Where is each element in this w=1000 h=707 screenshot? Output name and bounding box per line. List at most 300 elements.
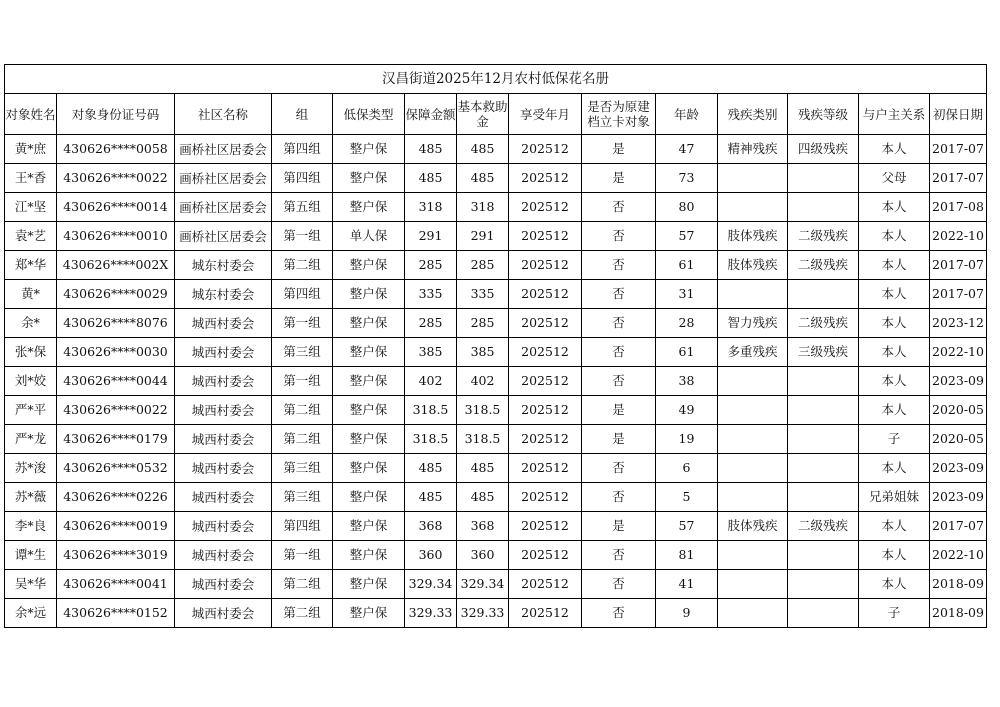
- table-cell: 368: [405, 512, 457, 541]
- table-cell: [718, 280, 788, 309]
- table-cell: 485: [405, 454, 457, 483]
- table-cell: [788, 570, 859, 599]
- table-cell: 202512: [509, 396, 582, 425]
- table-cell: 否: [582, 541, 656, 570]
- table-cell: [788, 425, 859, 454]
- table-cell: 第五组: [272, 193, 333, 222]
- table-cell: 2020-05: [930, 425, 987, 454]
- table-cell: [175, 193, 272, 222]
- table-cell: 是: [582, 135, 656, 164]
- table-cell: 202512: [509, 570, 582, 599]
- table-cell: 整户保: [333, 338, 405, 367]
- table-cell: 430626****0226: [57, 483, 175, 512]
- table-cell: 二级残疾: [788, 222, 859, 251]
- table-cell: [788, 396, 859, 425]
- table-cell: 202512: [509, 512, 582, 541]
- table-cell: 402: [405, 367, 457, 396]
- table-cell: 61: [656, 338, 718, 367]
- table-cell: 430626****3019: [57, 541, 175, 570]
- table-row: [5, 396, 987, 425]
- table-cell: 2017-07: [930, 251, 987, 280]
- table-cell: 485: [457, 483, 509, 512]
- table-cell: 202512: [509, 280, 582, 309]
- column-header: [930, 94, 987, 135]
- table-cell: 5: [656, 483, 718, 512]
- table-cell: 第二组: [272, 570, 333, 599]
- table-cell: 2017-07: [930, 135, 987, 164]
- table-cell: 430626****002X: [57, 251, 175, 280]
- column-header: [788, 94, 859, 135]
- table-cell: [175, 164, 272, 193]
- table-row: [5, 512, 987, 541]
- table-cell: 318.5: [405, 425, 457, 454]
- table-cell: 9: [656, 599, 718, 628]
- table-cell: 402: [457, 367, 509, 396]
- table-cell: 430626****0152: [57, 599, 175, 628]
- table-cell: [788, 483, 859, 512]
- table-cell: 61: [656, 251, 718, 280]
- table-cell: [718, 570, 788, 599]
- table-row: [5, 222, 987, 251]
- table-cell: 苏*薇: [5, 483, 57, 512]
- table-cell: [175, 309, 272, 338]
- table-cell: 430626****0010: [57, 222, 175, 251]
- table-cell: 49: [656, 396, 718, 425]
- table-cell: 吴*华: [5, 570, 57, 599]
- table-cell: [718, 483, 788, 512]
- table-cell: 否: [582, 251, 656, 280]
- table-cell: [788, 454, 859, 483]
- table-cell: 刘*姣: [5, 367, 57, 396]
- table-cell: 2022-10: [930, 222, 987, 251]
- table-cell: 318: [457, 193, 509, 222]
- table-cell: 父母: [859, 164, 930, 193]
- header-row: [5, 94, 987, 135]
- table-cell: 否: [582, 280, 656, 309]
- table-cell: 第四组: [272, 280, 333, 309]
- table-cell: 本人: [859, 570, 930, 599]
- table-cell: 本人: [859, 193, 930, 222]
- table-cell: 335: [405, 280, 457, 309]
- table-cell: 329.34: [457, 570, 509, 599]
- table-cell: [788, 599, 859, 628]
- community-name: 城西村委会: [191, 432, 255, 446]
- table-cell: 整户保: [333, 309, 405, 338]
- table-cell: 精神残疾: [718, 135, 788, 164]
- table-cell: 子: [859, 599, 930, 628]
- table-cell: [175, 512, 272, 541]
- table-cell: 第四组: [272, 164, 333, 193]
- community-name: 画桥社区居委会: [179, 171, 267, 185]
- table-cell: 368: [457, 512, 509, 541]
- table-cell: [718, 193, 788, 222]
- table-cell: 430626****0179: [57, 425, 175, 454]
- table-cell: 430626****0022: [57, 164, 175, 193]
- table-cell: 否: [582, 599, 656, 628]
- table-cell: [718, 425, 788, 454]
- table-row: [5, 164, 987, 193]
- table-cell: [718, 454, 788, 483]
- table-cell: 是: [582, 396, 656, 425]
- table-cell: 整户保: [333, 599, 405, 628]
- community-name: 城西村委会: [191, 403, 255, 417]
- table-cell: 485: [457, 135, 509, 164]
- table-cell: 202512: [509, 367, 582, 396]
- column-header: [405, 94, 457, 135]
- table-cell: 整户保: [333, 251, 405, 280]
- table-cell: 31: [656, 280, 718, 309]
- table-cell: 318.5: [457, 425, 509, 454]
- table-cell: 385: [405, 338, 457, 367]
- column-header-label: 对象姓名: [5, 106, 56, 122]
- table-cell: 多重残疾: [718, 338, 788, 367]
- table-cell: 2023-09: [930, 367, 987, 396]
- table-cell: 第二组: [272, 396, 333, 425]
- table-cell: [175, 454, 272, 483]
- table-row: [5, 280, 987, 309]
- column-header: [175, 94, 272, 135]
- table-cell: 智力残疾: [718, 309, 788, 338]
- table-cell: 360: [405, 541, 457, 570]
- column-header-label: 与户主关系: [862, 106, 926, 122]
- column-header-label: 残疾类别: [727, 106, 778, 122]
- roster-table: [4, 64, 987, 628]
- table-row: [5, 309, 987, 338]
- table-row: [5, 193, 987, 222]
- table-cell: 73: [656, 164, 718, 193]
- table-cell: [175, 280, 272, 309]
- table-cell: 329.33: [457, 599, 509, 628]
- table-cell: 整户保: [333, 280, 405, 309]
- column-header: [457, 94, 509, 135]
- table-cell: 385: [457, 338, 509, 367]
- table-cell: 兄弟姐妹: [859, 483, 930, 512]
- table-cell: 285: [457, 309, 509, 338]
- table-cell: 318.5: [457, 396, 509, 425]
- table-cell: 肢体残疾: [718, 251, 788, 280]
- community-name: 城西村委会: [191, 519, 255, 533]
- column-header: [5, 94, 57, 135]
- community-name: 城西村委会: [191, 490, 255, 504]
- community-name: 城西村委会: [191, 374, 255, 388]
- table-cell: 47: [656, 135, 718, 164]
- column-header-label: 基本救助金: [457, 99, 508, 129]
- table-cell: 430626****0014: [57, 193, 175, 222]
- table-cell: 第一组: [272, 367, 333, 396]
- table-body: [5, 135, 987, 628]
- table-cell: 子: [859, 425, 930, 454]
- table-cell: [175, 599, 272, 628]
- table-cell: 202512: [509, 541, 582, 570]
- table-cell: 谭*生: [5, 541, 57, 570]
- table-cell: 二级残疾: [788, 512, 859, 541]
- table-cell: 二级残疾: [788, 251, 859, 280]
- table-cell: 否: [582, 367, 656, 396]
- table-row: [5, 425, 987, 454]
- table-cell: [175, 541, 272, 570]
- table-cell: 329.34: [405, 570, 457, 599]
- column-header-label: 保障金额: [405, 106, 456, 122]
- table-cell: 本人: [859, 280, 930, 309]
- table-cell: 二级残疾: [788, 309, 859, 338]
- table-cell: 肢体残疾: [718, 222, 788, 251]
- table-cell: 2017-07: [930, 280, 987, 309]
- table-cell: 整户保: [333, 425, 405, 454]
- table-cell: 202512: [509, 309, 582, 338]
- table-cell: 张*保: [5, 338, 57, 367]
- table-cell: 第二组: [272, 599, 333, 628]
- table-cell: 430626****0030: [57, 338, 175, 367]
- table-cell: 苏*浚: [5, 454, 57, 483]
- table-cell: 202512: [509, 164, 582, 193]
- table-cell: 第一组: [272, 541, 333, 570]
- table-cell: 2018-09: [930, 570, 987, 599]
- column-header-label: 社区名称: [197, 106, 248, 122]
- table-cell: 285: [405, 309, 457, 338]
- table-cell: 285: [457, 251, 509, 280]
- table-cell: 318.5: [405, 396, 457, 425]
- table-cell: 黄*庶: [5, 135, 57, 164]
- community-name: 城西村委会: [191, 345, 255, 359]
- table-cell: 第一组: [272, 222, 333, 251]
- table-cell: 202512: [509, 425, 582, 454]
- table-cell: 单人保: [333, 222, 405, 251]
- column-header: [656, 94, 718, 135]
- table-row: [5, 454, 987, 483]
- table-cell: 291: [405, 222, 457, 251]
- table-cell: 485: [405, 483, 457, 512]
- table-cell: 本人: [859, 338, 930, 367]
- table-cell: 430626****0019: [57, 512, 175, 541]
- column-header-label: 对象身份证号码: [71, 106, 160, 122]
- column-header-label: 低保类型: [343, 106, 394, 122]
- table-cell: [175, 396, 272, 425]
- table-cell: [788, 193, 859, 222]
- table-row: [5, 541, 987, 570]
- table-cell: 第三组: [272, 483, 333, 512]
- table-row: [5, 599, 987, 628]
- column-header: [859, 94, 930, 135]
- table-cell: 王*香: [5, 164, 57, 193]
- table-cell: 整户保: [333, 570, 405, 599]
- community-name: 城西村委会: [191, 548, 255, 562]
- table-cell: [718, 396, 788, 425]
- table-cell: 485: [405, 135, 457, 164]
- table-cell: 本人: [859, 396, 930, 425]
- table-cell: 485: [457, 454, 509, 483]
- table-cell: 202512: [509, 135, 582, 164]
- table-cell: 本人: [859, 454, 930, 483]
- table-cell: 郑*华: [5, 251, 57, 280]
- table-cell: 整户保: [333, 367, 405, 396]
- table-cell: 本人: [859, 541, 930, 570]
- table-cell: 430626****0022: [57, 396, 175, 425]
- table-cell: 485: [405, 164, 457, 193]
- column-header: [718, 94, 788, 135]
- table-row: [5, 570, 987, 599]
- table-cell: 第三组: [272, 338, 333, 367]
- column-header-label: 初保日期: [932, 106, 983, 122]
- column-header-label: 享受年月: [519, 106, 570, 122]
- table-cell: 202512: [509, 222, 582, 251]
- table-cell: 袁*艺: [5, 222, 57, 251]
- table-cell: [175, 483, 272, 512]
- column-header-label: 残疾等级: [797, 106, 848, 122]
- table-cell: 202512: [509, 454, 582, 483]
- table-cell: 整户保: [333, 454, 405, 483]
- table-cell: [175, 338, 272, 367]
- table-cell: 否: [582, 483, 656, 512]
- table-cell: [175, 367, 272, 396]
- table-cell: 是: [582, 512, 656, 541]
- table-cell: 李*良: [5, 512, 57, 541]
- table-cell: 2023-09: [930, 454, 987, 483]
- table-row: [5, 135, 987, 164]
- table-cell: 第四组: [272, 135, 333, 164]
- table-cell: 430626****0044: [57, 367, 175, 396]
- community-name: 城西村委会: [191, 461, 255, 475]
- table-cell: 202512: [509, 193, 582, 222]
- table-cell: 整户保: [333, 164, 405, 193]
- community-name: 城东村委会: [191, 287, 255, 301]
- table-cell: 整户保: [333, 193, 405, 222]
- table-cell: [788, 280, 859, 309]
- table-cell: 38: [656, 367, 718, 396]
- table-cell: 2017-08: [930, 193, 987, 222]
- table-cell: 202512: [509, 599, 582, 628]
- table-cell: 余*远: [5, 599, 57, 628]
- table-cell: 57: [656, 222, 718, 251]
- table-cell: [718, 541, 788, 570]
- community-name: 城东村委会: [191, 258, 255, 272]
- table-cell: 严*平: [5, 396, 57, 425]
- table-cell: 本人: [859, 251, 930, 280]
- roster-sheet: [4, 64, 987, 628]
- table-cell: 2020-05: [930, 396, 987, 425]
- table-cell: 肢体残疾: [718, 512, 788, 541]
- table-cell: 2022-10: [930, 338, 987, 367]
- table-cell: 第二组: [272, 251, 333, 280]
- table-cell: 80: [656, 193, 718, 222]
- table-cell: [175, 222, 272, 251]
- table-cell: 329.33: [405, 599, 457, 628]
- table-cell: 19: [656, 425, 718, 454]
- table-cell: 本人: [859, 367, 930, 396]
- table-cell: [175, 135, 272, 164]
- table-cell: 否: [582, 454, 656, 483]
- table-cell: 本人: [859, 309, 930, 338]
- table-cell: 四级残疾: [788, 135, 859, 164]
- table-cell: 江*坚: [5, 193, 57, 222]
- table-cell: 第二组: [272, 425, 333, 454]
- column-header: [509, 94, 582, 135]
- table-cell: 否: [582, 309, 656, 338]
- table-cell: 202512: [509, 483, 582, 512]
- table-cell: 否: [582, 222, 656, 251]
- table-cell: [788, 164, 859, 193]
- community-name: 城西村委会: [191, 606, 255, 620]
- table-cell: 2018-09: [930, 599, 987, 628]
- table-cell: 291: [457, 222, 509, 251]
- table-cell: 2023-12: [930, 309, 987, 338]
- table-cell: 57: [656, 512, 718, 541]
- table-cell: [718, 164, 788, 193]
- table-cell: 否: [582, 193, 656, 222]
- column-header: [582, 94, 656, 135]
- table-cell: 整户保: [333, 512, 405, 541]
- table-cell: 整户保: [333, 135, 405, 164]
- column-header: [272, 94, 333, 135]
- table-cell: [175, 425, 272, 454]
- table-cell: 本人: [859, 222, 930, 251]
- community-name: 画桥社区居委会: [179, 200, 267, 214]
- table-cell: 318: [405, 193, 457, 222]
- table-cell: 2017-07: [930, 512, 987, 541]
- table-cell: 6: [656, 454, 718, 483]
- table-cell: [718, 367, 788, 396]
- table-cell: [788, 541, 859, 570]
- table-cell: 整户保: [333, 396, 405, 425]
- table-cell: 202512: [509, 338, 582, 367]
- table-cell: 335: [457, 280, 509, 309]
- table-cell: 430626****0041: [57, 570, 175, 599]
- table-cell: 否: [582, 338, 656, 367]
- table-cell: 本人: [859, 135, 930, 164]
- table-cell: 2023-09: [930, 483, 987, 512]
- column-header: [333, 94, 405, 135]
- table-cell: 第一组: [272, 309, 333, 338]
- table-cell: 2017-07: [930, 164, 987, 193]
- table-cell: 是: [582, 425, 656, 454]
- table-cell: 整户保: [333, 483, 405, 512]
- table-cell: 360: [457, 541, 509, 570]
- table-cell: 430626****0532: [57, 454, 175, 483]
- table-cell: 三级残疾: [788, 338, 859, 367]
- table-cell: 2022-10: [930, 541, 987, 570]
- table-cell: 是: [582, 164, 656, 193]
- table-cell: 否: [582, 570, 656, 599]
- community-name: 画桥社区居委会: [179, 229, 267, 243]
- table-cell: 485: [457, 164, 509, 193]
- table-cell: 黄*: [5, 280, 57, 309]
- table-row: [5, 367, 987, 396]
- column-header-label: 是否为原建档立卡对象: [587, 99, 650, 129]
- table-cell: [788, 367, 859, 396]
- table-cell: 41: [656, 570, 718, 599]
- column-header: [57, 94, 175, 135]
- table-cell: 81: [656, 541, 718, 570]
- table-cell: 430626****8076: [57, 309, 175, 338]
- table-cell: 第四组: [272, 512, 333, 541]
- community-name: 画桥社区居委会: [179, 142, 267, 156]
- community-name: 城西村委会: [191, 577, 255, 591]
- table-cell: 430626****0029: [57, 280, 175, 309]
- table-cell: 余*: [5, 309, 57, 338]
- table-cell: 整户保: [333, 541, 405, 570]
- column-header-label: 组: [295, 106, 309, 122]
- table-cell: 第三组: [272, 454, 333, 483]
- table-title: 汉昌街道2025年12月农村低保花名册: [5, 65, 987, 94]
- table-cell: 430626****0058: [57, 135, 175, 164]
- table-row: [5, 483, 987, 512]
- table-cell: 285: [405, 251, 457, 280]
- table-cell: 202512: [509, 251, 582, 280]
- table-cell: 28: [656, 309, 718, 338]
- table-row: [5, 251, 987, 280]
- table-row: [5, 338, 987, 367]
- table-cell: [175, 570, 272, 599]
- table-cell: 严*龙: [5, 425, 57, 454]
